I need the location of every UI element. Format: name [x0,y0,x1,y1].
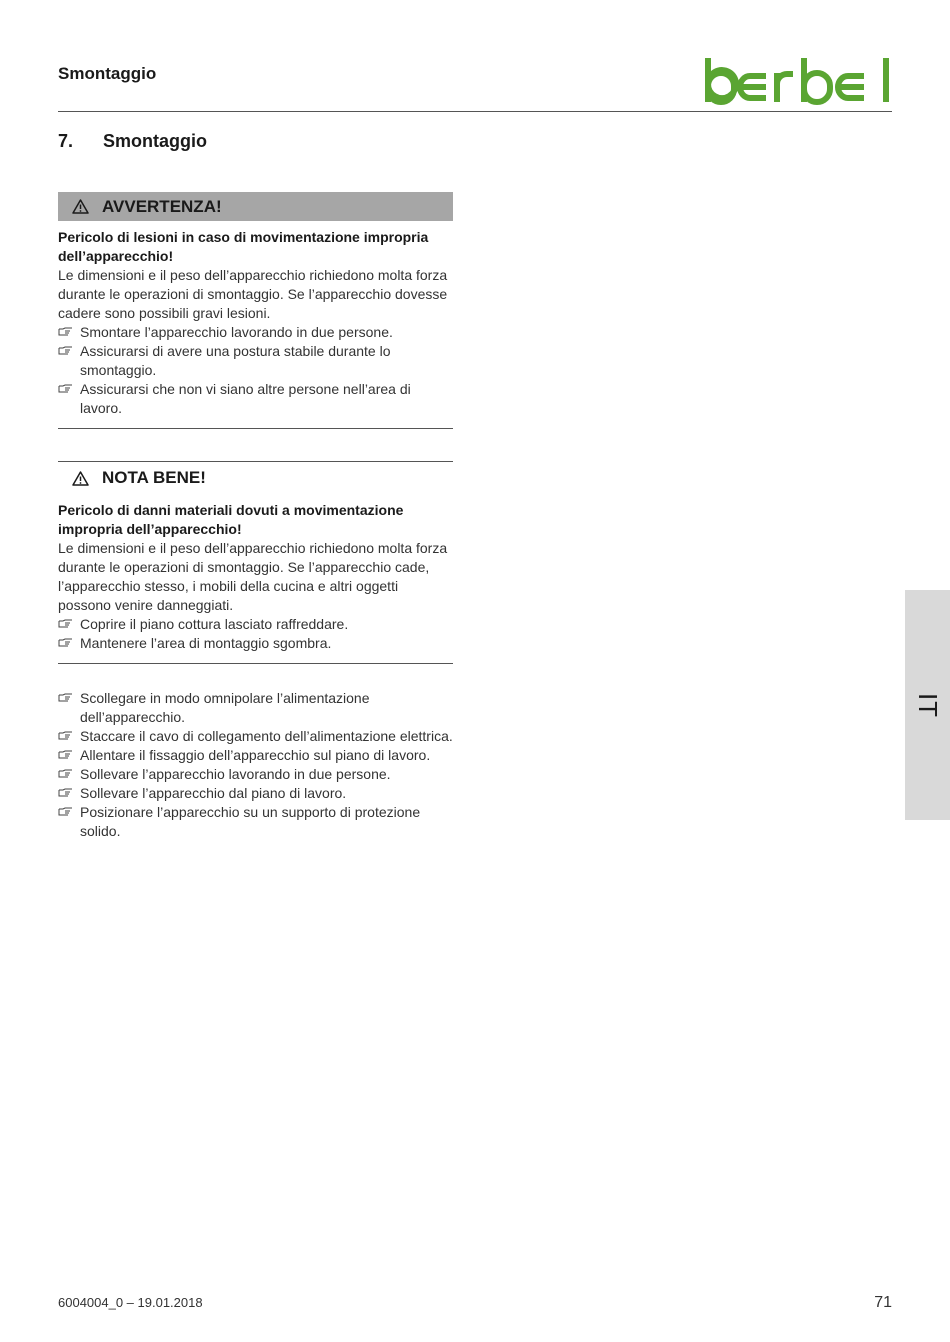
pointing-hand-icon [58,788,73,798]
notice-label: NOTA BENE! [102,468,206,487]
list-item [58,784,453,803]
notice-header [58,461,453,494]
list-item [58,342,453,380]
steps-list [58,689,453,841]
warning-triangle-icon [72,471,89,486]
language-tab-label: IT [912,692,943,718]
list-item-text: Sollevare l’apparecchio dal piano di lavoro. [80,785,347,801]
notice-heading: Pericolo di danni materiali dovuti a movimentazione impropria dell’apparecchio! [58,502,404,537]
section-heading [58,131,207,152]
list-item-text: Coprire il piano cottura lasciato raffreddare. [80,616,349,632]
header-divider [58,111,892,112]
section-title: Smontaggio [103,131,207,151]
list-item-text: Posizionare l’apparecchio su un supporto di protezione solido. [80,804,421,839]
list-item-text: Assicurarsi che non vi siano altre persone nell’area di lavoro. [80,381,411,416]
list-item-text: Staccare il cavo di collegamento dell’alimentazione elettrica. [80,728,453,744]
list-item [58,689,453,727]
warning-header [58,192,453,221]
notice-text: Le dimensioni e il peso dell’apparecchio richiedono molta forza durante le operazioni di smontaggio. Se l’apparecchio cade, l’apparecchio stesso, i mobili della cucina e altri oggetti possono venire danneggiati. [58,540,448,613]
notice-bottom-rule [58,663,453,664]
list-item [58,380,453,418]
list-item [58,615,453,634]
disassembly-steps [58,689,453,841]
list-item [58,746,453,765]
list-item [58,323,453,342]
list-item-text: Sollevare l’apparecchio lavorando in due persone. [80,766,391,782]
pointing-hand-icon [58,693,73,703]
list-item-text: Mantenere l’area di montaggio sgombra. [80,635,332,651]
warning-triangle-icon [72,199,89,214]
list-item [58,765,453,784]
language-tab [905,590,950,820]
pointing-hand-icon [58,731,73,741]
warning-bottom-rule [58,428,453,429]
pointing-hand-icon [58,384,73,394]
list-item-text: Assicurarsi di avere una postura stabile durante lo smontaggio. [80,343,391,378]
pointing-hand-icon [58,346,73,356]
pointing-hand-icon [58,619,73,629]
list-item [58,727,453,746]
list-item-text: Smontare l’apparecchio lavorando in due persone. [80,324,393,340]
notice-box [58,461,453,664]
pointing-hand-icon [58,638,73,648]
warning-label: AVVERTENZA! [102,196,222,216]
pointing-hand-icon [58,807,73,817]
pointing-hand-icon [58,769,73,779]
list-item [58,803,453,841]
berbel-logo [700,52,895,108]
notice-list [58,615,453,653]
footer-document-id: 6004004_0 – 19.01.2018 [58,1295,203,1310]
pointing-hand-icon [58,750,73,760]
list-item-text: Allentare il fissaggio dell’apparecchio sul piano di lavoro. [80,747,431,763]
list-item [58,634,453,653]
page-number: 71 [874,1294,892,1311]
running-header-title: Smontaggio [58,64,157,83]
warning-heading: Pericolo di lesioni in caso di movimentazione impropria dell’apparecchio! [58,229,429,264]
list-item-text: Scollegare in modo omnipolare l’alimentazione dell’apparecchio. [80,690,370,725]
pointing-hand-icon [58,327,73,337]
warning-text: Le dimensioni e il peso dell’apparecchio richiedono molta forza durante le operazioni di smontaggio. Se l’apparecchio dovesse cadere sono possibili gravi lesioni. [58,267,448,321]
section-number: 7. [58,131,74,151]
warning-box [58,192,453,429]
warning-list [58,323,453,418]
